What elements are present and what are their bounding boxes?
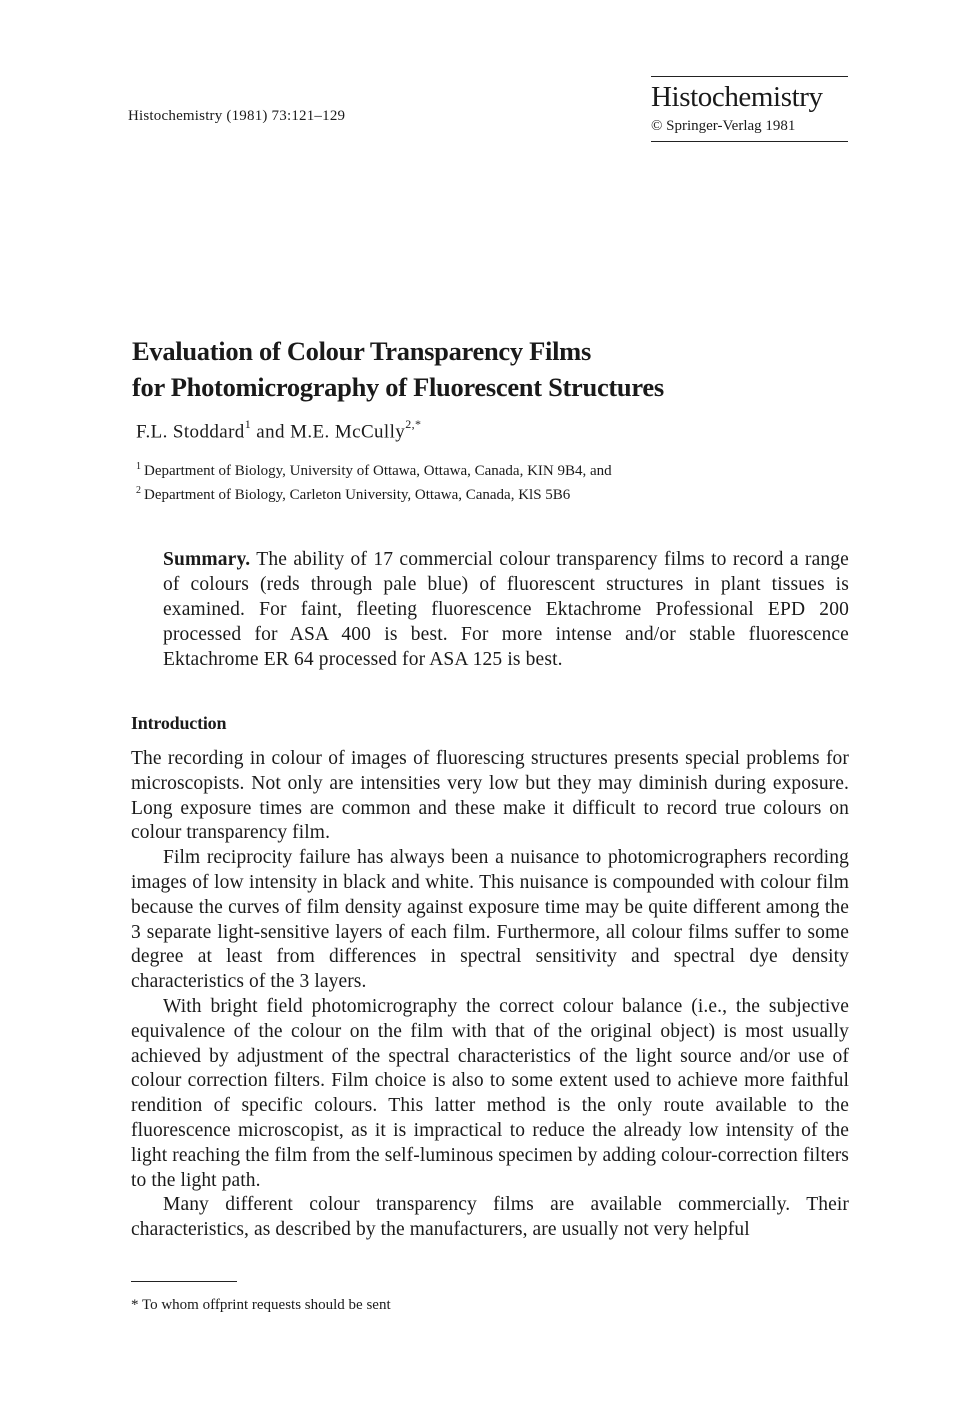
affiliation-marker: 2,* [405,417,422,431]
journal-masthead [651,76,848,142]
affiliations [136,457,612,505]
summary-label: Summary. [163,549,251,570]
publisher-copyright: © Springer-Verlag 1981 [651,118,796,134]
author-name: F.L. Stoddard [136,421,245,443]
summary-abstract [163,547,849,672]
body-paragraph: Many different colour transparency films are available commercially. Their characteristics, as described by the manufacturers, are usually not very helpful [131,1194,849,1241]
masthead-top-rule [651,76,848,77]
affiliation-marker: 1 [244,417,252,431]
footnote-divider [131,1281,237,1282]
title-line-1: Evaluation of Colour Transparency Films [132,336,591,366]
journal-citation: Histochemistry (1981) 73:121–129 [128,108,346,124]
footnote: * To whom offprint requests should be sent [131,1297,391,1313]
body-paragraph: The recording in colour of images of fluorescing structures presents special problems for microscopists. Not only are intensities very low but they may diminish during exposure. Long exposure times are common and these make it difficult to record true colours on colour transparency film. [131,748,849,844]
section-heading: Introduction [131,713,227,733]
author-name: M.E. McCully [290,421,406,443]
masthead-bottom-rule [651,141,848,142]
body-paragraph: Film reciprocity failure has always been a nuisance to photomicrographers recording images of low intensity in black and white. This nuisance is compounded with colour film because the curves of film density against exposure time may be quite different among the 3 separate light-sensitive layers of each film. Furthermore, all colour films suffer to some degree at least from differences in spectral sensitivity and spectral dye density characteristics of the 3 layers. [131,847,849,993]
author-connector: and [256,421,285,443]
author-list [136,419,421,443]
body-paragraph: With bright field photomicrography the correct colour balance (i.e., the subjective equivalence of the colour on the film with that of the original object) is most usually achieved by adjustment of the spectral characteristics of the light source and/or use of colour correction filters. Film choice is also to some extent used to achieve more faithful rendition of specific colours. This latter method is the only route available to the fluorescence microscopist, as it is impractical to reduce the already low intensity of the light reaching the film from the self-luminous specimen by adding colour-correction filters to the light path. [131,995,849,1191]
title-line-2: for Photomicrography of Fluorescent Structures [132,372,664,402]
affiliation-marker: 1 [136,461,141,472]
summary-text: The ability of 17 commercial colour transparency films to record a range of colours (reds through pale blue) of fluorescent structures in plant tissues is examined. For faint, fleeting fluorescence Ektachrome Professional EPD 200 processed for ASA 400 is best. For more intense and/or stable fluorescence Ektachrome ER 64 processed for ASA 125 is best. [163,549,849,670]
introduction-body [131,747,849,1243]
affiliation-text: Department of Biology, University of Ottawa, Ottawa, Canada, KIN 9B4, and [144,463,612,479]
affiliation-line [136,457,612,481]
affiliation-marker: 2 [136,485,141,496]
article-title [132,333,664,405]
affiliation-text: Department of Biology, Carleton University, Ottawa, Canada, KlS 5B6 [144,487,571,503]
journal-name: Histochemistry [651,81,823,113]
affiliation-line [136,481,612,505]
